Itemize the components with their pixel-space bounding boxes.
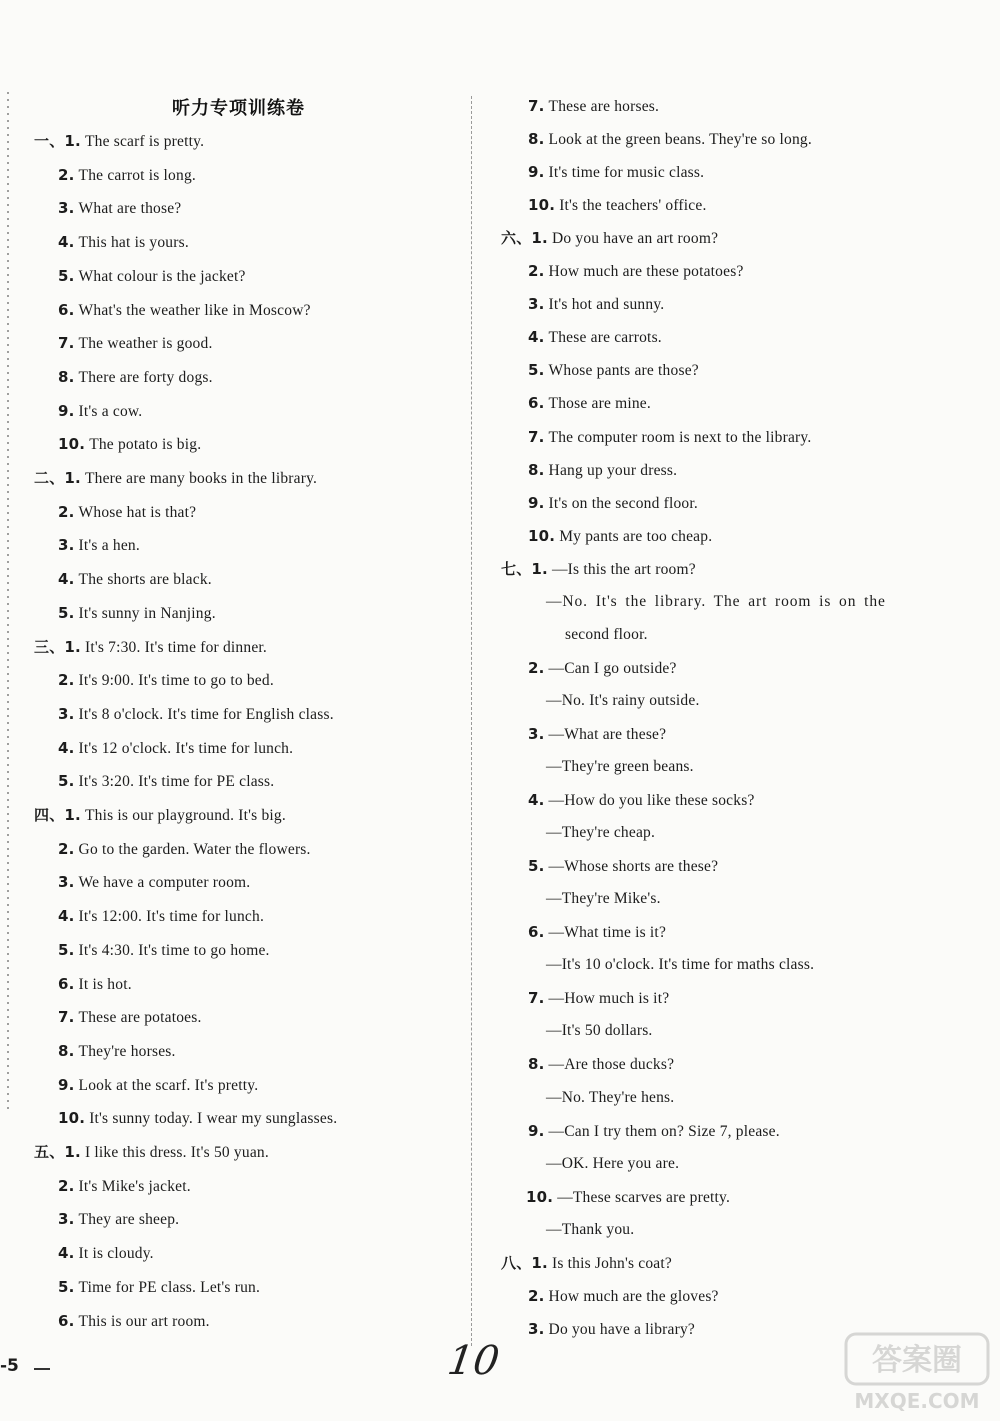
answer-item [528,427,811,448]
item-number: 10. [58,435,86,454]
item-text: These are horses. [548,98,660,115]
answer-item [528,526,712,547]
item-number: 3. [58,704,75,723]
item-text: It's 8 o'clock. It's time for English class. [78,705,334,723]
item-text: Is this John's coat? [551,1254,672,1272]
item-text: —OK. Here you are. [546,1154,680,1172]
answer-item [58,704,334,725]
section-marker: 三、 [34,637,65,656]
item-number: 5. [58,940,75,959]
answer-item [58,232,189,253]
answer-item [58,1209,179,1230]
answer-item [528,360,699,381]
item-number: 2. [528,1286,545,1305]
item-text: It's hot and sunny. [548,296,665,314]
item-text: There are forty dogs. [78,368,213,386]
answer-item [58,906,264,927]
answer-item [58,1007,202,1028]
item-number: 7. [528,427,545,446]
item-number: 3. [58,873,75,892]
item-number: 3. [58,536,75,555]
item-number: 9. [58,401,75,420]
answer-item [58,535,140,556]
item-text: It's sunny today. I wear my sunglasses. [89,1110,338,1128]
answer-continuation [565,625,648,645]
answer-item [58,1277,260,1298]
answer-item [58,502,196,523]
answer-item [34,805,286,826]
answer-item [528,1319,695,1340]
item-text: —What are these? [548,725,667,743]
item-text: It's a cow. [78,402,143,420]
item-text: It's 7:30. It's time for dinner. [84,638,267,656]
item-text: Look at the green beans. They're so long. [548,131,812,149]
item-text: —What time is it? [548,924,667,942]
answer-continuation [546,1088,674,1108]
item-text: This is our art room. [78,1312,210,1330]
item-text: We have a computer room. [78,874,251,892]
answer-continuation [546,823,655,843]
item-text: It is hot. [78,975,132,993]
answer-item [58,670,274,691]
answer-continuation [546,1154,679,1174]
answer-item [528,658,677,679]
section-marker: 五、 [34,1143,65,1161]
item-number: 7. [58,1008,75,1027]
answer-continuation [546,757,694,777]
item-number: 4. [58,233,75,252]
item-number: 9. [528,1121,545,1140]
item-number: 8. [58,367,75,386]
answer-item [528,460,677,481]
item-text: It's a hen. [78,537,140,555]
item-number: 5. [58,266,75,285]
item-number: 7. [528,97,545,115]
item-number: 2. [58,165,75,184]
item-number: 5. [528,361,545,380]
item-text: —Is this the art room? [551,560,696,578]
item-number: 8. [528,460,545,479]
item-text: Look at the scarf. It's pretty. [78,1076,259,1094]
item-text: —Can I try them on? Size 7, please. [548,1122,780,1140]
answer-item [528,294,664,315]
item-number: 3. [528,1319,545,1338]
item-text: Whose hat is that? [78,503,197,521]
answer-item [58,401,142,422]
item-text: It's 3:20. It's time for PE class. [78,773,275,791]
answer-item [528,1054,674,1075]
section-marker: 四、 [34,806,65,824]
item-number: 1. [64,1143,81,1161]
item-number: 6. [528,394,545,413]
item-text: How much are the gloves? [548,1287,719,1305]
item-text: —They're cheap. [546,824,656,842]
item-text: What's the weather like in Moscow? [78,301,311,319]
item-number: 4. [528,791,545,810]
answer-item [34,131,204,152]
item-number: 5. [58,1277,75,1296]
item-number: 7. [528,989,545,1008]
page-title: 听力专项训练卷 [172,98,305,119]
answer-item [528,922,666,943]
item-number: 1. [531,229,548,248]
section-marker: 一、 [34,132,65,150]
item-text: second floor. [565,625,648,643]
item-number: 1. [64,637,81,656]
item-number: 10. [58,1109,86,1128]
item-number: 9. [58,1075,75,1094]
section-marker: 八、 [501,1253,532,1272]
item-number: 7. [58,334,75,353]
item-text: Do you have an art room? [551,230,719,248]
item-text: Hang up your dress. [548,461,678,479]
item-number: 4. [58,907,75,926]
item-text: These are potatoes. [78,1009,202,1027]
answer-continuation [546,889,661,909]
item-text: It's 12 o'clock. It's time for lunch. [78,739,294,757]
item-number: 1. [64,806,81,824]
item-text: They're horses. [78,1042,176,1060]
answer-item [528,724,666,745]
item-number: 5. [58,772,75,791]
answer-item [528,988,669,1009]
answer-item [58,569,212,590]
section-marker: 七、 [501,559,532,578]
item-number: 10. [526,1187,554,1206]
item-number: 4. [58,738,75,757]
answer-item [58,1243,154,1264]
item-text: They are sheep. [78,1211,180,1229]
section-marker: 六、 [501,229,532,248]
item-text: What are those? [78,200,182,218]
answer-item [58,1041,176,1062]
answer-item [528,129,812,150]
item-text: It's on the second floor. [548,494,698,512]
item-number: 2. [58,839,75,858]
item-number: 9. [528,493,545,512]
answer-item [528,1121,780,1142]
answer-item [528,790,755,811]
item-text: It's 4:30. It's time to go home. [78,941,270,959]
answer-item [58,434,201,455]
answer-item [58,367,213,388]
item-text: It is cloudy. [78,1245,154,1263]
answer-item [58,198,181,219]
item-number: 8. [58,1041,75,1060]
item-text: It's Mike's jacket. [78,1177,191,1195]
item-number: 1. [64,469,81,487]
answer-item [58,333,213,354]
item-text: Go to the garden. Water the flowers. [78,840,311,858]
item-text: It's 12:00. It's time for lunch. [78,908,265,926]
answer-item [528,162,704,183]
binding-edge [3,92,13,1112]
answer-item [528,327,662,348]
answer-item [58,940,270,961]
item-number: 6. [58,1311,75,1330]
section-marker: 二、 [34,469,65,487]
item-text: These are carrots. [548,329,662,347]
item-number: 6. [528,923,545,942]
item-text: —It's 50 dollars. [546,1022,653,1040]
item-text: The weather is good. [78,335,213,353]
answer-item [58,771,274,792]
item-text: —They're Mike's. [546,890,661,908]
item-number: 2. [528,658,545,677]
item-number: 3. [58,199,75,218]
item-number: 3. [528,295,545,314]
item-text: What colour is the jacket? [78,267,246,285]
answer-item [58,300,311,321]
item-text: —Can I go outside? [548,659,677,677]
answer-continuation [546,691,700,711]
answer-continuation [546,592,886,612]
item-text: There are many books in the library. [84,470,318,487]
item-text: My pants are too cheap. [559,527,713,545]
answer-item [58,1311,210,1332]
item-number: 6. [58,974,75,993]
answer-item [34,637,267,658]
answer-item [528,493,698,514]
answer-item [58,1108,337,1129]
item-number: 4. [58,1244,75,1263]
item-number: 4. [58,570,75,589]
answer-item [58,165,196,186]
answer-item [58,1075,258,1096]
answer-item [501,559,696,580]
item-text: This hat is yours. [78,234,189,252]
answer-item [58,872,250,893]
item-text: It's 9:00. It's time to go to bed. [78,672,274,690]
answer-item [58,839,311,860]
answer-item [34,468,317,489]
svg-text:答案圈: 答案圈 [872,1343,962,1378]
answer-item [58,974,132,995]
answer-item [528,1286,719,1307]
answer-item [501,228,718,249]
item-text: It's sunny in Nanjing. [78,604,216,622]
item-text: Those are mine. [548,395,651,413]
item-text: —No. They're hens. [546,1088,675,1106]
answer-item [501,1253,672,1274]
item-number: 5. [528,857,545,876]
answer-item [58,266,246,287]
item-text: —Are those ducks? [548,1056,675,1074]
item-number: 4. [528,328,545,347]
item-number: 8. [528,1055,545,1074]
item-text: —How do you like these socks? [548,792,755,810]
item-text: How much are these potatoes? [548,263,744,281]
item-number: 1. [531,559,548,578]
item-text: —How much is it? [548,990,670,1008]
item-number: 2. [58,502,75,521]
item-number: 8. [528,130,545,149]
item-text: —They're green beans. [546,758,694,775]
item-number: 1. [64,132,81,150]
answer-continuation [546,955,814,975]
answer-continuation [546,1021,653,1041]
item-text: —No. It's the library. The art room is on the [546,592,886,610]
page-number-dash [34,1368,50,1370]
item-text: The computer room is next to the library. [548,428,812,446]
answer-item [528,261,744,282]
item-text: Time for PE class. Let's run. [78,1278,261,1296]
page-number: -5 [0,1356,19,1376]
item-number: 1. [531,1253,548,1272]
item-number: 10. [528,196,556,215]
item-text: I like this dress. It's 50 yuan. [84,1144,269,1161]
item-number: 6. [58,300,75,319]
item-number: 9. [528,163,545,182]
item-text: The shorts are black. [78,571,212,589]
item-text: The carrot is long. [78,166,196,184]
answer-item [58,738,293,759]
item-number: 2. [58,1176,75,1195]
answer-item [526,1187,730,1208]
item-text: Whose pants are those? [548,362,699,380]
item-number: 5. [58,603,75,622]
column-divider [471,96,472,1346]
item-number: 3. [58,1210,75,1229]
item-text: It's the teachers' office. [559,197,707,215]
item-text: This is our playground. It's big. [84,807,286,824]
answer-item [58,603,216,624]
item-number: 10. [528,526,556,545]
answer-continuation [546,1220,634,1240]
item-text: —Thank you. [546,1220,635,1238]
answer-item [34,1142,269,1163]
answer-item [528,96,659,117]
answer-item [528,856,718,877]
answer-item [528,195,707,216]
answer-item [528,393,651,414]
item-text: —It's 10 o'clock. It's time for maths class. [546,956,815,974]
item-number: 2. [528,262,545,281]
item-text: The scarf is pretty. [84,133,205,150]
item-text: —Whose shorts are these? [548,858,719,876]
item-text: The potato is big. [89,436,202,454]
item-text: Do you have a library? [548,1320,695,1338]
watermark-logo [842,1330,992,1416]
item-text: —No. It's rainy outside. [546,691,700,709]
answer-item [58,1176,191,1197]
item-number: 2. [58,671,75,690]
item-number: 3. [528,724,545,743]
item-text: It's time for music class. [548,164,705,182]
svg-text:MXQE.COM: MXQE.COM [854,1389,980,1413]
handwritten-number: 10 [444,1338,503,1384]
item-text: —These scarves are pretty. [557,1188,731,1206]
